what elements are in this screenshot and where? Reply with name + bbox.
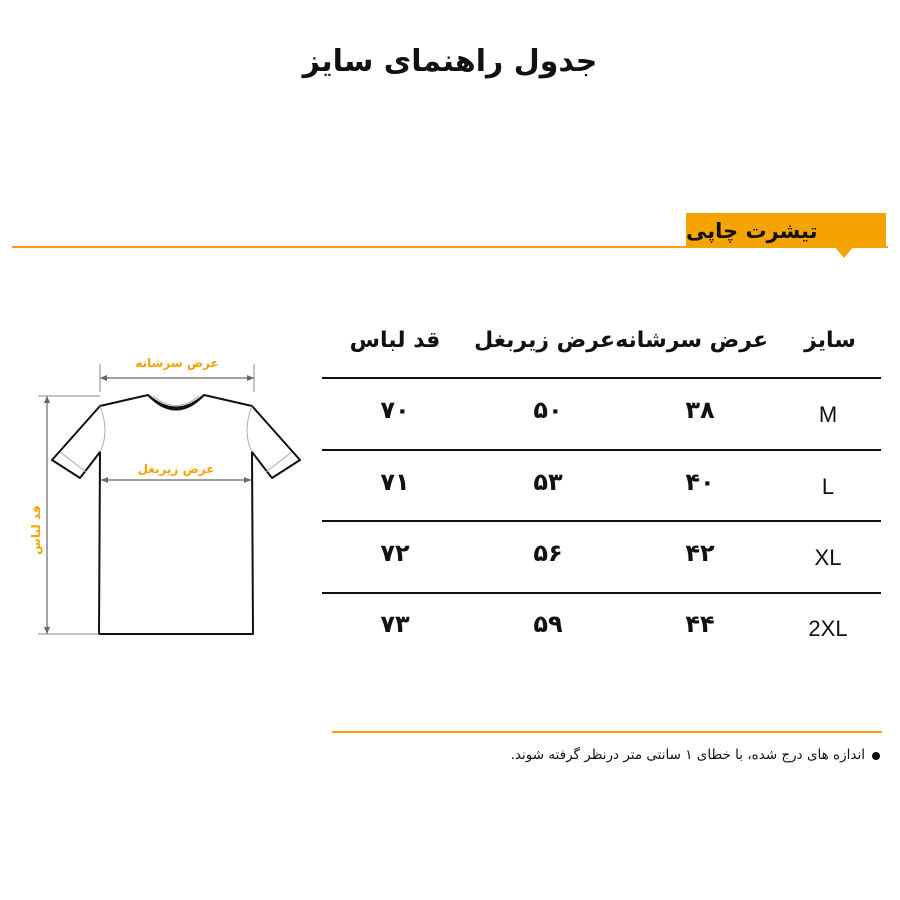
footer-divider (332, 731, 882, 733)
section-tab-notch (834, 246, 854, 258)
table-line (322, 377, 881, 379)
table-line (322, 592, 881, 594)
row-shoulder: ۴۰ (685, 468, 715, 496)
row-shoulder: ۴۴ (685, 610, 715, 638)
row-length: ۷۳ (380, 610, 410, 638)
page-title: جدول راهنمای سایز (302, 44, 598, 79)
row-shoulder: ۳۸ (685, 396, 715, 424)
row-armpit: ۵۶ (533, 539, 563, 567)
row-shoulder: ۴۲ (685, 539, 715, 567)
row-size: 2XL (808, 616, 848, 641)
row-length: ۷۱ (380, 468, 410, 496)
header-length: قد لباس (349, 328, 441, 353)
shoulder-dimension-label: عرض سرشانه (135, 356, 219, 370)
row-armpit: ۵۹ (533, 610, 563, 638)
row-length: ۷۲ (380, 539, 410, 567)
tolerance-note: اندازه های درج شده، با خطای ۱ سانتی متر درنظر گرفته شوند. (510, 747, 865, 763)
header-shoulder: عرض سرشانه (615, 328, 768, 353)
row-size: XL (814, 545, 842, 570)
row-size: M (818, 402, 838, 427)
section-tab (686, 213, 886, 248)
row-armpit: ۵۳ (533, 468, 563, 496)
shoulder-dimension (100, 356, 254, 392)
length-dimension-label: قد لباس (29, 505, 43, 555)
table-line (322, 449, 881, 451)
tshirt-outline (52, 395, 300, 634)
row-armpit: ۵۰ (533, 396, 563, 424)
tshirt-diagram (0, 340, 320, 650)
row-size: L (821, 474, 835, 499)
table-line (322, 520, 881, 522)
row-length: ۷۰ (380, 396, 410, 424)
armpit-dimension-label: عرض زیربغل (137, 462, 215, 476)
header-armpit: عرض زیربغل (474, 328, 615, 353)
section-tab-label: تیشرت چاپی (686, 218, 818, 243)
header-size: سایز (804, 328, 856, 353)
bullet-icon (872, 752, 880, 760)
